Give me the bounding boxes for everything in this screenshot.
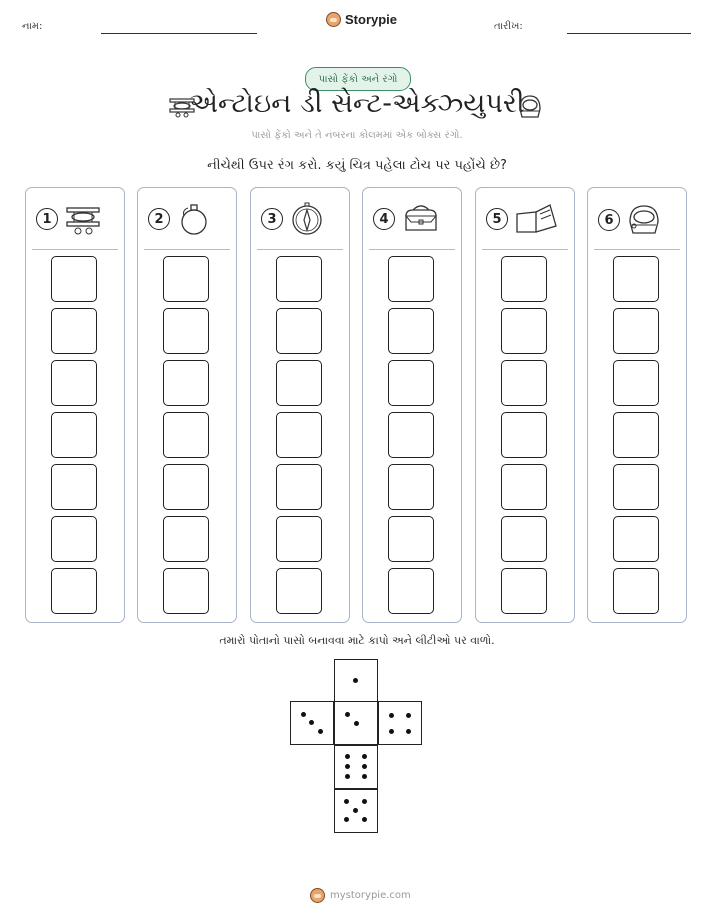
column-6 [587,187,687,623]
bear-logo-icon [310,888,325,903]
color-box[interactable] [163,308,209,354]
satchel-icon [401,202,441,236]
canteen-icon [176,202,212,236]
color-box[interactable] [51,308,97,354]
brand-logo [326,12,397,27]
open-book-icon [514,202,558,236]
color-box[interactable] [501,256,547,302]
column-number: 1 [36,208,58,230]
color-box[interactable] [276,516,322,562]
color-box[interactable] [613,568,659,614]
color-box[interactable] [163,516,209,562]
color-box[interactable] [163,256,209,302]
color-box[interactable] [613,412,659,458]
color-box[interactable] [613,308,659,354]
column-1 [25,187,125,623]
color-box[interactable] [388,464,434,510]
color-box[interactable] [163,568,209,614]
bear-logo-icon [326,12,341,27]
color-box[interactable] [388,360,434,406]
color-box[interactable] [276,568,322,614]
column-number: 5 [486,208,508,230]
column-divider [482,249,568,250]
die-face-3 [290,701,334,745]
column-divider [144,249,230,250]
column-number: 4 [373,208,395,230]
column-divider [594,249,680,250]
color-box[interactable] [388,568,434,614]
die-face-6 [334,745,378,789]
color-box[interactable] [163,464,209,510]
name-label: નામ: [22,21,43,32]
color-box[interactable] [613,464,659,510]
activity-badge: પાસો ફેંકો અને રંગો [305,67,411,91]
color-box[interactable] [501,568,547,614]
color-box[interactable] [501,360,547,406]
column-number: 6 [598,209,620,231]
brand-text: Storypie [345,12,398,27]
color-box[interactable] [276,412,322,458]
game-question: નીચેથી ઉપર રંગ કરો. કયું ચિત્ર પહેલા ટોચ પર પહોંચે છે? [207,158,507,173]
biplane-icon [64,202,104,236]
pilot-helmet-title-icon [517,93,543,121]
color-box[interactable] [388,412,434,458]
column-number: 3 [261,208,283,230]
column-divider [32,249,118,250]
pilot-helmet-icon [626,202,662,238]
die-face-4 [378,701,422,745]
color-box[interactable] [276,360,322,406]
color-box[interactable] [388,256,434,302]
color-box[interactable] [163,412,209,458]
color-box[interactable] [51,516,97,562]
column-number: 2 [148,208,170,230]
footer-url[interactable]: mystorypie.com [330,890,411,901]
color-box[interactable] [388,308,434,354]
footer [310,888,411,903]
compass-icon [289,202,325,236]
date-line [567,33,691,34]
date-label: તારીખ: [494,21,523,32]
color-box[interactable] [51,412,97,458]
page-subtitle: પાસો ફેંકો અને તે નંબરના કોલમમાં એક બોક્સ રંગો. [251,130,463,141]
color-box[interactable] [501,308,547,354]
die-face-2 [334,701,378,745]
color-box[interactable] [276,256,322,302]
color-box[interactable] [388,516,434,562]
color-box[interactable] [51,256,97,302]
color-box[interactable] [613,256,659,302]
color-box[interactable] [163,360,209,406]
color-box[interactable] [501,464,547,510]
color-box[interactable] [51,568,97,614]
die-face-1 [334,659,378,703]
name-line [101,33,257,34]
color-box[interactable] [613,360,659,406]
color-box[interactable] [501,412,547,458]
page-title: એન્ટોઇન ડી સેન્ટ-એક્ઝ્યુપરી [189,88,525,119]
color-box[interactable] [613,516,659,562]
color-box[interactable] [276,308,322,354]
color-box[interactable] [276,464,322,510]
color-box[interactable] [501,516,547,562]
die-face-5 [334,789,378,833]
die-instruction: તમારો પોતાનો પાસો બનાવવા માટે કાપો અને લીટીઓ પર વાળો. [219,634,495,647]
color-box[interactable] [51,360,97,406]
column-divider [257,249,343,250]
color-box[interactable] [51,464,97,510]
column-3 [250,187,350,623]
column-4 [362,187,462,623]
column-5 [475,187,575,623]
column-2 [137,187,237,623]
column-divider [369,249,455,250]
